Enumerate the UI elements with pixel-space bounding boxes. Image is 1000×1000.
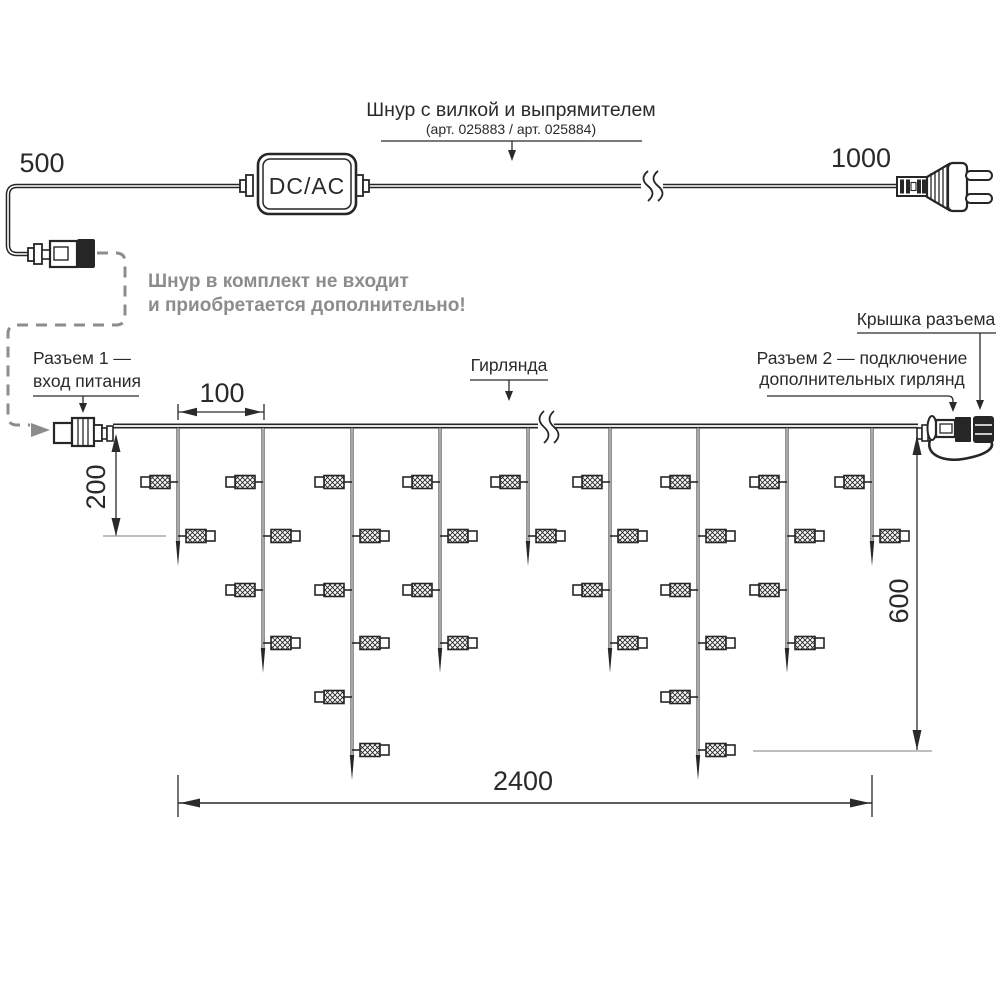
- lamp-cap: [315, 692, 324, 702]
- lamp-cap: [815, 638, 824, 648]
- lamp-cap: [291, 531, 300, 541]
- lamp-icon: [186, 530, 206, 543]
- lamp-icon: [670, 584, 690, 597]
- power-cord-assembly: [8, 99, 992, 268]
- lamp-icon: [448, 637, 468, 650]
- lamp-cap: [900, 531, 909, 541]
- note-line2: и приобретается дополнительно!: [148, 295, 466, 316]
- connector2-label-line2: дополнительных гирлянд: [759, 369, 965, 389]
- lamp-cap: [661, 585, 670, 595]
- dim-100: [178, 378, 264, 420]
- arrow-right-icon: [245, 408, 262, 416]
- drop-tip: [261, 648, 265, 673]
- arrow-down-icon: [505, 391, 513, 401]
- lamp-icon: [360, 744, 380, 757]
- lamp-cap: [573, 585, 582, 595]
- lamp-cap: [491, 477, 500, 487]
- arrow-down-icon: [913, 730, 922, 750]
- arrow-down-icon: [112, 518, 121, 536]
- dim-2400-label: 2400: [492, 766, 554, 796]
- cord-connector-icon: [28, 239, 95, 268]
- lamp-icon: [500, 476, 520, 489]
- lamp-cap: [206, 531, 215, 541]
- lamp-icon: [670, 476, 690, 489]
- lamp-icon: [324, 476, 344, 489]
- lamp-cap: [750, 585, 759, 595]
- lamp-icon: [536, 530, 556, 543]
- lamp-cap: [468, 531, 477, 541]
- lamp-icon: [360, 637, 380, 650]
- europlug-icon: [897, 163, 992, 211]
- lamp-cap: [726, 745, 735, 755]
- lamp-icon: [795, 637, 815, 650]
- drop-tip: [526, 541, 530, 566]
- drop-tip: [350, 755, 354, 780]
- arrow-down-icon: [508, 150, 516, 161]
- lamp-icon: [706, 530, 726, 543]
- drop-tip: [785, 648, 789, 673]
- dim-200-label: 200: [81, 464, 111, 510]
- lamp-icon: [271, 637, 291, 650]
- lamp-cap: [315, 585, 324, 595]
- lamp-cap: [380, 531, 389, 541]
- lamp-icon: [324, 691, 344, 704]
- lamp-icon: [150, 476, 170, 489]
- garland-end-connector-icon: [917, 416, 994, 460]
- lamp-cap: [556, 531, 565, 541]
- dim-500-label: 500: [19, 148, 65, 178]
- arrow-down-icon: [976, 400, 984, 410]
- lamp-cap: [226, 477, 235, 487]
- lamp-icon: [759, 476, 779, 489]
- cord-title: Шнур с вилкой и выпрямителем: [366, 99, 656, 121]
- lamp-cap: [726, 531, 735, 541]
- lamp-icon: [618, 637, 638, 650]
- dim-2400: [178, 766, 872, 817]
- note-line1: Шнур в комплект не входит: [148, 271, 409, 292]
- lamp-icon: [759, 584, 779, 597]
- connector2-callout: [757, 348, 968, 412]
- garland-assembly: [54, 409, 994, 780]
- arrow-left-icon: [180, 799, 200, 808]
- lamp-icon: [235, 584, 255, 597]
- garland-label: Гирлянда: [470, 355, 548, 375]
- arrow-right-icon: [850, 799, 870, 808]
- drop-tip: [438, 648, 442, 673]
- lamp-cap: [726, 638, 735, 648]
- garland-start-connector-icon: [54, 418, 113, 446]
- drop-tip: [870, 541, 874, 566]
- lamp-cap: [638, 638, 647, 648]
- connector1-label-line2: вход питания: [33, 371, 141, 391]
- dim-100-label: 100: [199, 378, 245, 408]
- connector1-label-line1: Разъем 1 —: [33, 348, 131, 368]
- lamp-icon: [360, 530, 380, 543]
- lamp-icon: [670, 691, 690, 704]
- lamp-cap: [141, 477, 150, 487]
- lamp-cap: [403, 585, 412, 595]
- lamp-cap: [750, 477, 759, 487]
- lamp-cap: [815, 531, 824, 541]
- cord-title-callout: [366, 99, 655, 161]
- arrow-left-icon: [180, 408, 197, 416]
- lamp-icon: [324, 584, 344, 597]
- lamp-icon: [412, 584, 432, 597]
- lamp-icon: [412, 476, 432, 489]
- lamp-icon: [582, 476, 602, 489]
- lamp-icon: [880, 530, 900, 543]
- dc-ac-label: DC/AC: [268, 173, 346, 199]
- cord-subtitle: (арт. 025883 / арт. 025884): [425, 121, 597, 137]
- lamp-cap: [226, 585, 235, 595]
- not-included-note: [8, 253, 466, 437]
- cap-label: Крышка разъема: [856, 309, 996, 329]
- arrow-down-icon: [949, 402, 957, 412]
- garland-callout: [470, 355, 548, 401]
- lamp-cap: [380, 638, 389, 648]
- connector1-callout: [33, 348, 141, 413]
- lamp-icon: [271, 530, 291, 543]
- dim-1000-label: 1000: [830, 143, 892, 173]
- drop-tip: [176, 541, 180, 566]
- lamp-icon: [618, 530, 638, 543]
- lamp-cap: [573, 477, 582, 487]
- lamp-icon: [844, 476, 864, 489]
- lamp-cap: [291, 638, 300, 648]
- connector-cap-icon: [973, 416, 994, 443]
- lamp-icon: [448, 530, 468, 543]
- dc-ac-converter: [240, 154, 369, 214]
- lamp-cap: [315, 477, 324, 487]
- lamp-icon: [706, 744, 726, 757]
- drop-tip: [608, 648, 612, 673]
- connector2-label-line1: Разъем 2 — подключение: [756, 348, 968, 368]
- lamp-cap: [661, 477, 670, 487]
- lamp-cap: [835, 477, 844, 487]
- drop-tip: [696, 755, 700, 780]
- dim-600-label: 600: [884, 578, 914, 624]
- garland-drops: [141, 428, 909, 780]
- cord-break-icon: [641, 168, 663, 204]
- lamp-cap: [403, 477, 412, 487]
- lamp-icon: [795, 530, 815, 543]
- lamp-icon: [582, 584, 602, 597]
- lamp-cap: [661, 692, 670, 702]
- lamp-cap: [638, 531, 647, 541]
- arrow-right-icon: [31, 423, 50, 437]
- lamp-icon: [235, 476, 255, 489]
- lamp-icon: [706, 637, 726, 650]
- lamp-cap: [380, 745, 389, 755]
- arrow-down-icon: [79, 403, 87, 413]
- lamp-cap: [468, 638, 477, 648]
- dashed-connection-path: [8, 253, 125, 425]
